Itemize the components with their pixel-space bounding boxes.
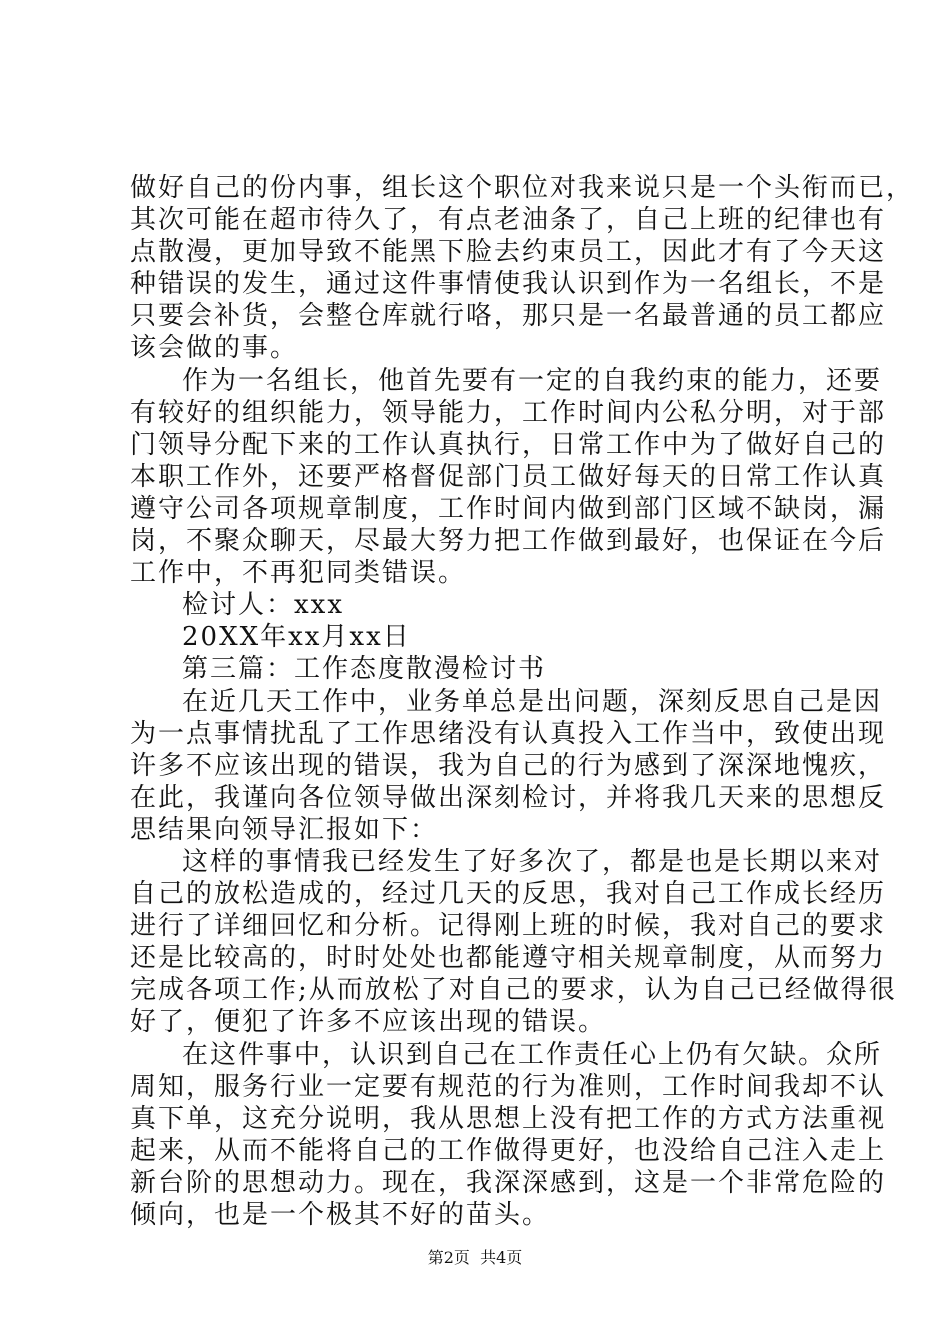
text-line: 工作中，不再犯同类错误。 [130, 558, 467, 589]
date-line: 20XX年xx月xx日 [182, 622, 411, 653]
text-line: 新台阶的思想动力。现在，我深深感到，这是一个非常危险的 [130, 1167, 887, 1198]
text-line: 好了，便犯了许多不应该出现的错误。 [130, 1007, 607, 1038]
text-line: 倾向，也是一个极其不好的苗头。 [130, 1200, 551, 1230]
text-line: 有较好的组织能力，领导能力，工作时间内公私分明，对于部 [130, 397, 887, 428]
text-line: 点散漫，更加导致不能黑下脸去约束员工，因此才有了今天这 [130, 237, 887, 268]
document-body [130, 172, 915, 1231]
text-line: 岗，不聚众聊天，尽最大努力把工作做到最好，也保证在今后 [130, 526, 887, 557]
text-line: 本职工作外，还要严格督促部门员工做好每天的日常工作认真 [130, 461, 887, 492]
text-line: 只要会补货，会整仓库就行咯，那只是一名最普通的员工都应 [130, 301, 887, 332]
text-line: 真下单，这充分说明，我从思想上没有把工作的方式方法重视 [130, 1103, 887, 1134]
text-line: 在此，我谨向各位领导做出深刻检讨，并将我几天来的思想反 [130, 782, 887, 813]
text-line: 其次可能在超市待久了，有点老油条了，自己上班的纪律也有 [130, 205, 887, 236]
text-line: 进行了详细回忆和分析。记得刚上班的时候，我对自己的要求 [130, 911, 887, 942]
text-line: 思结果向领导汇报如下： [130, 814, 439, 845]
text-line: 起来，从而不能将自己的工作做得更好，也没给自己注入走上 [130, 1135, 887, 1166]
page-number-footer: 第2页 共4页 [427, 1248, 523, 1267]
text-line: 作为一名组长，他首先要有一定的自我约束的能力，还要 [182, 365, 883, 396]
signature-line: 检讨人：xxx [182, 590, 344, 621]
text-line: 许多不应该出现的错误，我为自己的行为感到了深深地愧疚， [130, 750, 887, 781]
text-line: 在这件事中，认识到自己在工作责任心上仍有欠缺。众所 [182, 1039, 883, 1070]
text-line: 自己的放松造成的，经过几天的反思，我对自己工作成长经历 [130, 879, 887, 910]
text-line: 完成各项工作;从而放松了对自己的要求，认为自己已经做得很 [130, 975, 897, 1006]
text-line: 周知，服务行业一定要有规范的行为准则，工作时间我却不认 [130, 1071, 887, 1102]
text-line: 为一点事情扰乱了工作思绪没有认真投入工作当中，致使出现 [130, 718, 887, 749]
text-line: 在近几天工作中，业务单总是出问题，深刻反思自己是因 [182, 686, 883, 717]
text-line: 这样的事情我已经发生了好多次了，都是也是长期以来对 [182, 846, 883, 877]
text-line: 门领导分配下来的工作认真执行，日常工作中为了做好自己的 [130, 429, 887, 460]
text-line: 遵守公司各项规章制度，工作时间内做到部门区域不缺岗，漏 [130, 493, 887, 524]
text-line: 做好自己的份内事，组长这个职位对我来说只是一个头衔而已， [130, 173, 915, 203]
text-line: 还是比较高的，时时处处也都能遵守相关规章制度，从而努力 [130, 943, 887, 974]
text-line: 种错误的发生，通过这件事情使我认识到作为一名组长，不是 [130, 269, 887, 300]
text-line: 该会做的事。 [130, 333, 299, 364]
section-heading: 第三篇：工作态度散漫检讨书 [182, 654, 547, 685]
